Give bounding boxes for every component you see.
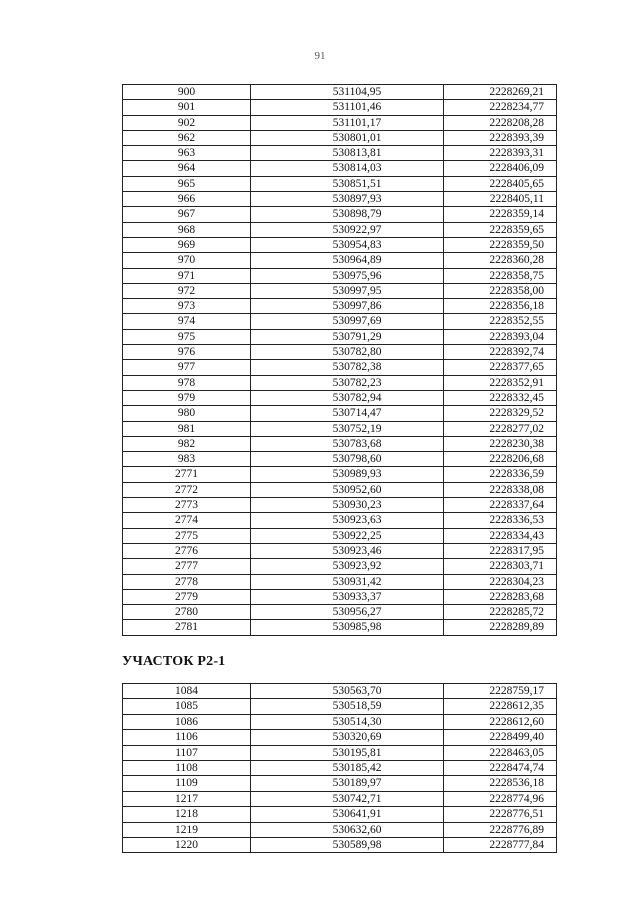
y-coordinate-cell: 2228337,64 [444, 498, 557, 513]
point-number-cell: 977 [123, 360, 251, 375]
x-coordinate-cell: 530714,47 [251, 406, 444, 421]
x-coordinate-cell: 530320,69 [251, 730, 444, 745]
point-number-cell: 975 [123, 329, 251, 344]
table-row [123, 761, 557, 776]
point-number-cell: 901 [123, 100, 251, 115]
point-number-cell: 980 [123, 406, 251, 421]
x-coordinate-cell: 530791,29 [251, 329, 444, 344]
x-coordinate-cell: 530814,03 [251, 161, 444, 176]
y-coordinate-cell: 2228303,71 [444, 559, 557, 574]
x-coordinate-cell: 530782,23 [251, 375, 444, 390]
table-row [123, 192, 557, 207]
x-coordinate-cell: 530930,23 [251, 498, 444, 513]
point-number-cell: 1218 [123, 807, 251, 822]
table-row [123, 161, 557, 176]
y-coordinate-cell: 2228536,18 [444, 776, 557, 791]
x-coordinate-cell: 530641,91 [251, 807, 444, 822]
y-coordinate-cell: 2228612,60 [444, 714, 557, 729]
y-coordinate-cell: 2228393,39 [444, 130, 557, 145]
point-number-cell: 2772 [123, 482, 251, 497]
x-coordinate-cell: 530813,81 [251, 146, 444, 161]
table-row [123, 513, 557, 528]
point-number-cell: 962 [123, 130, 251, 145]
x-coordinate-cell: 530518,59 [251, 699, 444, 714]
x-coordinate-cell: 530985,98 [251, 620, 444, 635]
y-coordinate-cell: 2228285,72 [444, 605, 557, 620]
point-number-cell: 1219 [123, 822, 251, 837]
x-coordinate-cell: 530923,63 [251, 513, 444, 528]
x-coordinate-cell: 530782,38 [251, 360, 444, 375]
point-number-cell: 2776 [123, 543, 251, 558]
table-row [123, 253, 557, 268]
y-coordinate-cell: 2228206,68 [444, 452, 557, 467]
point-number-cell: 981 [123, 421, 251, 436]
table-row [123, 421, 557, 436]
x-coordinate-cell: 530933,37 [251, 589, 444, 604]
point-number-cell: 970 [123, 253, 251, 268]
y-coordinate-cell: 2228356,18 [444, 299, 557, 314]
table-row [123, 684, 557, 699]
point-number-cell: 2778 [123, 574, 251, 589]
table-row [123, 406, 557, 421]
x-coordinate-cell: 530922,97 [251, 222, 444, 237]
x-coordinate-cell: 530964,89 [251, 253, 444, 268]
x-coordinate-cell: 530898,79 [251, 207, 444, 222]
table-row [123, 299, 557, 314]
coordinates-table-1 [122, 84, 557, 636]
table-row [123, 807, 557, 822]
y-coordinate-cell: 2228329,52 [444, 406, 557, 421]
table-row [123, 345, 557, 360]
table-row [123, 605, 557, 620]
table-row [123, 822, 557, 837]
point-number-cell: 2779 [123, 589, 251, 604]
table-row [123, 543, 557, 558]
x-coordinate-cell: 531104,95 [251, 85, 444, 100]
x-coordinate-cell: 530975,96 [251, 268, 444, 283]
table-row [123, 360, 557, 375]
y-coordinate-cell: 2228405,11 [444, 192, 557, 207]
table-row [123, 498, 557, 513]
table-row [123, 589, 557, 604]
coordinates-table-2-body [123, 684, 557, 853]
point-number-cell: 1217 [123, 791, 251, 806]
table-row [123, 237, 557, 252]
point-number-cell: 2771 [123, 467, 251, 482]
point-number-cell: 983 [123, 452, 251, 467]
x-coordinate-cell: 530923,46 [251, 543, 444, 558]
point-number-cell: 1084 [123, 684, 251, 699]
point-number-cell: 966 [123, 192, 251, 207]
point-number-cell: 2781 [123, 620, 251, 635]
x-coordinate-cell: 530185,42 [251, 761, 444, 776]
table-row [123, 528, 557, 543]
y-coordinate-cell: 2228359,50 [444, 237, 557, 252]
y-coordinate-cell: 2228405,65 [444, 176, 557, 191]
table-row [123, 838, 557, 853]
table-row [123, 467, 557, 482]
point-number-cell: 963 [123, 146, 251, 161]
y-coordinate-cell: 2228759,17 [444, 684, 557, 699]
point-number-cell: 1106 [123, 730, 251, 745]
x-coordinate-cell: 530997,69 [251, 314, 444, 329]
table-row [123, 100, 557, 115]
point-number-cell: 902 [123, 115, 251, 130]
x-coordinate-cell: 530956,27 [251, 605, 444, 620]
point-number-cell: 2774 [123, 513, 251, 528]
y-coordinate-cell: 2228774,96 [444, 791, 557, 806]
table-row [123, 574, 557, 589]
table-row [123, 791, 557, 806]
table-row [123, 730, 557, 745]
table-row [123, 329, 557, 344]
point-number-cell: 1086 [123, 714, 251, 729]
y-coordinate-cell: 2228776,51 [444, 807, 557, 822]
y-coordinate-cell: 2228283,68 [444, 589, 557, 604]
point-number-cell: 900 [123, 85, 251, 100]
point-number-cell: 1220 [123, 838, 251, 853]
y-coordinate-cell: 2228377,65 [444, 360, 557, 375]
y-coordinate-cell: 2228406,09 [444, 161, 557, 176]
y-coordinate-cell: 2228777,84 [444, 838, 557, 853]
x-coordinate-cell: 530189,97 [251, 776, 444, 791]
point-number-cell: 1109 [123, 776, 251, 791]
table-row [123, 85, 557, 100]
point-number-cell: 2773 [123, 498, 251, 513]
table-row [123, 222, 557, 237]
y-coordinate-cell: 2228499,40 [444, 730, 557, 745]
x-coordinate-cell: 531101,46 [251, 100, 444, 115]
y-coordinate-cell: 2228336,59 [444, 467, 557, 482]
point-number-cell: 971 [123, 268, 251, 283]
point-number-cell: 1085 [123, 699, 251, 714]
y-coordinate-cell: 2228393,31 [444, 146, 557, 161]
point-number-cell: 979 [123, 390, 251, 405]
table-row [123, 375, 557, 390]
x-coordinate-cell: 530897,93 [251, 192, 444, 207]
point-number-cell: 2780 [123, 605, 251, 620]
y-coordinate-cell: 2228393,04 [444, 329, 557, 344]
x-coordinate-cell: 531101,17 [251, 115, 444, 130]
x-coordinate-cell: 530782,94 [251, 390, 444, 405]
table-row [123, 115, 557, 130]
y-coordinate-cell: 2228332,45 [444, 390, 557, 405]
y-coordinate-cell: 2228317,95 [444, 543, 557, 558]
y-coordinate-cell: 2228392,74 [444, 345, 557, 360]
y-coordinate-cell: 2228360,28 [444, 253, 557, 268]
y-coordinate-cell: 2228359,65 [444, 222, 557, 237]
point-number-cell: 964 [123, 161, 251, 176]
point-number-cell: 1107 [123, 745, 251, 760]
table-row [123, 699, 557, 714]
x-coordinate-cell: 530923,92 [251, 559, 444, 574]
table-row [123, 176, 557, 191]
table-row [123, 776, 557, 791]
x-coordinate-cell: 530931,42 [251, 574, 444, 589]
x-coordinate-cell: 530782,80 [251, 345, 444, 360]
coordinates-table-2 [122, 683, 557, 853]
y-coordinate-cell: 2228352,55 [444, 314, 557, 329]
section-title: УЧАСТОК Р2-1 [122, 654, 226, 669]
table-row [123, 745, 557, 760]
y-coordinate-cell: 2228289,89 [444, 620, 557, 635]
point-number-cell: 2777 [123, 559, 251, 574]
point-number-cell: 978 [123, 375, 251, 390]
x-coordinate-cell: 530989,93 [251, 467, 444, 482]
x-coordinate-cell: 530954,83 [251, 237, 444, 252]
y-coordinate-cell: 2228269,21 [444, 85, 557, 100]
x-coordinate-cell: 530752,19 [251, 421, 444, 436]
x-coordinate-cell: 530798,60 [251, 452, 444, 467]
table-row [123, 714, 557, 729]
x-coordinate-cell: 530632,60 [251, 822, 444, 837]
y-coordinate-cell: 2228208,28 [444, 115, 557, 130]
table-row [123, 390, 557, 405]
point-number-cell: 968 [123, 222, 251, 237]
y-coordinate-cell: 2228358,00 [444, 283, 557, 298]
x-coordinate-cell: 530742,71 [251, 791, 444, 806]
point-number-cell: 982 [123, 436, 251, 451]
table-row [123, 146, 557, 161]
y-coordinate-cell: 2228463,05 [444, 745, 557, 760]
x-coordinate-cell: 530997,95 [251, 283, 444, 298]
x-coordinate-cell: 530997,86 [251, 299, 444, 314]
coordinates-table-1-body [123, 85, 557, 636]
y-coordinate-cell: 2228234,77 [444, 100, 557, 115]
table-row [123, 559, 557, 574]
table-row [123, 314, 557, 329]
y-coordinate-cell: 2228612,35 [444, 699, 557, 714]
point-number-cell: 974 [123, 314, 251, 329]
y-coordinate-cell: 2228352,91 [444, 375, 557, 390]
point-number-cell: 969 [123, 237, 251, 252]
y-coordinate-cell: 2228474,74 [444, 761, 557, 776]
y-coordinate-cell: 2228336,53 [444, 513, 557, 528]
point-number-cell: 973 [123, 299, 251, 314]
y-coordinate-cell: 2228277,02 [444, 421, 557, 436]
x-coordinate-cell: 530514,30 [251, 714, 444, 729]
table-row [123, 207, 557, 222]
point-number-cell: 972 [123, 283, 251, 298]
x-coordinate-cell: 530801,01 [251, 130, 444, 145]
table-row [123, 130, 557, 145]
table-row [123, 452, 557, 467]
y-coordinate-cell: 2228230,38 [444, 436, 557, 451]
point-number-cell: 976 [123, 345, 251, 360]
y-coordinate-cell: 2228334,43 [444, 528, 557, 543]
x-coordinate-cell: 530851,51 [251, 176, 444, 191]
x-coordinate-cell: 530952,60 [251, 482, 444, 497]
y-coordinate-cell: 2228304,23 [444, 574, 557, 589]
y-coordinate-cell: 2228358,75 [444, 268, 557, 283]
table-row [123, 620, 557, 635]
table-row [123, 482, 557, 497]
table-row [123, 436, 557, 451]
y-coordinate-cell: 2228338,08 [444, 482, 557, 497]
x-coordinate-cell: 530922,25 [251, 528, 444, 543]
point-number-cell: 1108 [123, 761, 251, 776]
table-row [123, 268, 557, 283]
point-number-cell: 2775 [123, 528, 251, 543]
x-coordinate-cell: 530589,98 [251, 838, 444, 853]
point-number-cell: 967 [123, 207, 251, 222]
page-number: 91 [314, 50, 326, 62]
x-coordinate-cell: 530563,70 [251, 684, 444, 699]
point-number-cell: 965 [123, 176, 251, 191]
table-row [123, 283, 557, 298]
y-coordinate-cell: 2228359,14 [444, 207, 557, 222]
x-coordinate-cell: 530783,68 [251, 436, 444, 451]
y-coordinate-cell: 2228776,89 [444, 822, 557, 837]
x-coordinate-cell: 530195,81 [251, 745, 444, 760]
